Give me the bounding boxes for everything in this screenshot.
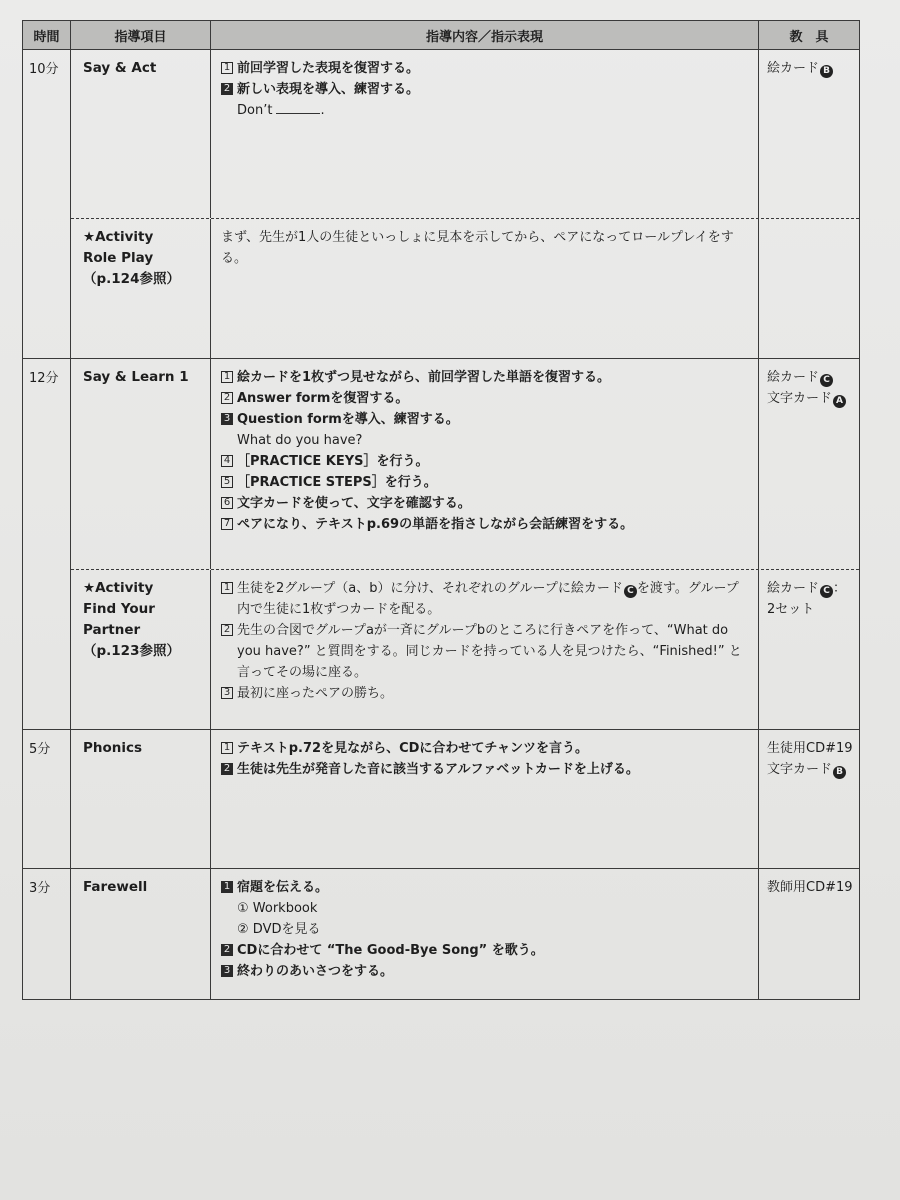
instruction-text: 生徒を2グループ（a、b）に分け、それぞれのグループに絵カード C を渡す。グループ内で生徒に1枚ずつカードを配る。 — [237, 581, 739, 617]
instruction-text: 先生の合図でグループaが一斉にグループbのところに行きペアを作って、“What do you have?” と質問をする。同じカードを持っている人を見つけたら、“Finished!” と言ってその場に座る。 — [237, 623, 742, 680]
instruction-line — [221, 472, 750, 493]
row-segments — [71, 50, 859, 358]
instruction-line — [221, 79, 750, 100]
instruction-text: 生徒は先生が発音した音に該当するアルファベットカードを上げる。 — [237, 762, 639, 777]
header-time: 時間 — [23, 21, 71, 49]
content-cell — [211, 359, 759, 569]
instruction-text: ① Workbook — [237, 901, 318, 916]
instruction-line — [221, 877, 750, 898]
card-set-badge: B — [833, 766, 846, 779]
row-segments — [71, 869, 859, 999]
step-number-2: 2 — [221, 83, 233, 95]
table-row — [23, 869, 859, 999]
table-row — [23, 50, 859, 359]
instruction-line — [221, 620, 750, 683]
item-line: Farewell — [83, 879, 148, 895]
segment — [71, 569, 859, 729]
material-item: 絵カード C — [767, 367, 859, 388]
segment — [71, 869, 859, 999]
content-cell — [211, 570, 759, 729]
step-number-7: 7 — [221, 518, 233, 530]
segment — [71, 50, 859, 218]
instruction-line — [221, 451, 750, 472]
instruction-text: Answer formを復習する。 — [237, 391, 409, 406]
lesson-plan-table — [22, 20, 860, 1000]
instruction-line — [221, 578, 750, 620]
instruction-line — [221, 961, 750, 982]
instruction-line — [221, 898, 750, 919]
material-item: 生徒用CD#19 — [767, 741, 853, 756]
instruction-text: Don’t . — [237, 100, 325, 121]
instruction-text: Question formを導入、練習する。 — [237, 412, 459, 427]
item-line: （p.123参照） — [83, 643, 180, 659]
header-materials: 教 具 — [789, 29, 829, 45]
item-line: （p.124参照） — [83, 271, 180, 287]
step-number-2: 2 — [221, 624, 233, 636]
step-number-2: 2 — [221, 392, 233, 404]
header-item: 指導項目 — [71, 21, 211, 49]
step-number-3: 3 — [221, 413, 233, 425]
card-set-badge: C — [820, 374, 833, 387]
materials-cell — [759, 730, 859, 868]
instruction-text: CDに合わせて “The Good-Bye Song” を歌う。 — [237, 943, 544, 958]
instruction-text: 最初に座ったペアの勝ち。 — [237, 686, 394, 701]
instruction-text: 文字カードを使って、文字を確認する。 — [237, 496, 471, 511]
item-cell — [71, 869, 211, 999]
instruction-line — [221, 367, 750, 388]
time-cell: 5分 — [23, 730, 71, 868]
material-item: 絵カード B — [767, 58, 859, 79]
instruction-text: 宿題を伝える。 — [237, 880, 329, 895]
instruction-line — [221, 683, 750, 704]
step-number-1: 1 — [221, 881, 233, 893]
instruction-line — [221, 58, 750, 79]
instruction-line — [221, 100, 750, 121]
materials-cell — [759, 570, 859, 729]
segment — [71, 730, 859, 868]
row-segments — [71, 359, 859, 729]
step-number-1: 1 — [221, 371, 233, 383]
instruction-text: 新しい表現を導入、練習する。 — [237, 82, 420, 97]
card-set-badge: C — [624, 585, 637, 598]
card-set-badge: C — [820, 585, 833, 598]
fill-in-blank — [276, 100, 320, 114]
instruction-text: ［PRACTICE STEPS］を行う。 — [237, 475, 437, 490]
materials-cell — [759, 869, 859, 999]
materials-cell — [759, 219, 859, 358]
table-row — [23, 359, 859, 730]
material-item: 2セット — [767, 602, 815, 617]
step-number-6: 6 — [221, 497, 233, 509]
table-header — [23, 21, 859, 50]
item-line: Say & Learn 1 — [83, 369, 189, 385]
item-line: Role Play — [83, 250, 154, 266]
instruction-line — [221, 514, 750, 535]
card-set-badge: B — [820, 65, 833, 78]
instruction-text: What do you have? — [237, 433, 363, 448]
instruction-line — [221, 738, 750, 759]
step-number-1: 1 — [221, 742, 233, 754]
step-number-1: 1 — [221, 62, 233, 74]
instruction-text: テキストp.72を見ながら、CDに合わせてチャンツを言う。 — [237, 741, 589, 756]
instruction-line — [221, 919, 750, 940]
item-cell — [71, 219, 211, 358]
materials-cell — [759, 359, 859, 569]
segment — [71, 359, 859, 569]
material-item: 教師用CD#19 — [767, 880, 853, 895]
content-cell — [211, 50, 759, 218]
time-cell: 12分 — [23, 359, 71, 729]
item-line: ★Activity — [83, 580, 154, 596]
item-line: Partner — [83, 622, 141, 638]
item-line: Phonics — [83, 740, 143, 756]
instruction-line — [221, 409, 750, 430]
step-number-2: 2 — [221, 763, 233, 775]
item-cell — [71, 359, 211, 569]
instruction-text: 前回学習した表現を復習する。 — [237, 61, 420, 76]
instruction-line — [221, 493, 750, 514]
content-cell — [211, 219, 759, 358]
header-content: 指導内容／指示表現 — [211, 21, 759, 49]
instruction-line — [221, 940, 750, 961]
item-cell — [71, 570, 211, 729]
instruction-text: 終わりのあいさつをする。 — [237, 964, 394, 979]
card-set-badge: A — [833, 395, 846, 408]
item-line: ★Activity — [83, 229, 154, 245]
step-number-4: 4 — [221, 455, 233, 467]
materials-cell — [759, 50, 859, 218]
item-cell — [71, 730, 211, 868]
step-number-3: 3 — [221, 687, 233, 699]
step-number-5: 5 — [221, 476, 233, 488]
material-item: 文字カード A — [767, 388, 859, 409]
item-line: Say & Act — [83, 60, 157, 76]
instruction-text: 絵カードを1枚ずつ見せながら、前回学習した単語を復習する。 — [237, 370, 611, 385]
row-segments — [71, 730, 859, 868]
instruction-text: ［PRACTICE KEYS］を行う。 — [237, 454, 429, 469]
instruction-line — [221, 388, 750, 409]
step-number-3: 3 — [221, 965, 233, 977]
table-body — [23, 50, 859, 999]
content-cell — [211, 730, 759, 868]
instruction-line — [221, 759, 750, 780]
step-number-1: 1 — [221, 582, 233, 594]
content-cell — [211, 869, 759, 999]
item-line: Find Your — [83, 601, 155, 617]
step-number-2: 2 — [221, 944, 233, 956]
instruction-text: ペアになり、テキストp.69の単語を指さしながら会話練習をする。 — [237, 517, 634, 532]
instruction-line — [221, 227, 750, 269]
material-item: 文字カード B — [767, 759, 859, 780]
time-cell: 10分 — [23, 50, 71, 358]
instruction-text: ② DVDを見る — [237, 922, 321, 937]
material-item: 絵カード C ： — [767, 581, 847, 596]
time-cell: 3分 — [23, 869, 71, 999]
instruction-line — [221, 430, 750, 451]
table-row — [23, 730, 859, 869]
segment — [71, 218, 859, 358]
instruction-text: まず、先生が1人の生徒といっしょに見本を示してから、ペアになってロールプレイをする。 — [221, 230, 734, 266]
item-cell — [71, 50, 211, 218]
